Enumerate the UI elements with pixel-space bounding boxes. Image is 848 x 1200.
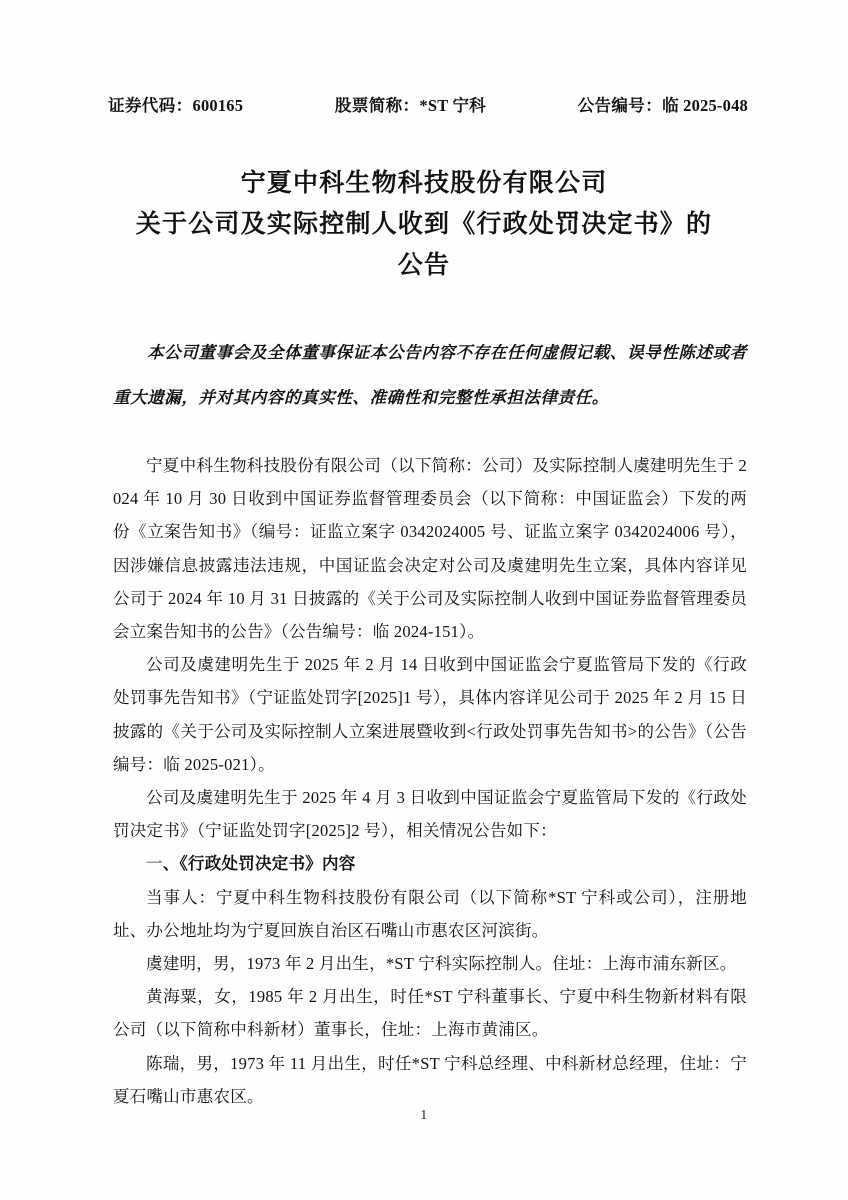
paragraph-prior-notice: 公司及虞建明先生于 2025 年 2 月 14 日收到中国证监会宁夏监管局下发的《行政处罚事先告知书》（宁证监处罚字[2025]1 号），具体内容详见公司于 2025 年 2 月 15 日披露的《关于公司及实际控制人立案进展暨收到<行政处罚事先告知书>的公告》（公告编号：临 2025-021）。	[113, 655, 747, 774]
security-code-value: 600165	[192, 96, 244, 115]
section-heading-text: 《行政处罚决定书》内容	[179, 854, 356, 874]
page-title	[124, 163, 724, 286]
stock-abbreviation-value: *ST 宁科	[419, 96, 486, 115]
party-company: 当事人：宁夏中科生物科技股份有限公司（以下简称*ST 宁科或公司），注册地址、办公地址均为宁夏回族自治区石嘴山市惠农区河滨街。	[113, 887, 747, 940]
security-code	[108, 92, 243, 116]
board-disclaimer: 本公司董事会及全体董事保证本公告内容不存在任何虚假记载、误导性陈述或者重大遗漏，并对其内容的真实性、准确性和完整性承担法律责任。	[113, 343, 747, 407]
announcement-number-value: 临 2025-048	[662, 96, 748, 115]
title-line-type: 公告	[397, 252, 451, 279]
document-body	[113, 449, 747, 1113]
page-number: 1	[420, 1108, 428, 1123]
announcement-number	[578, 92, 748, 116]
party-huang-haisu: 黄海粟，女，1985 年 2 月出生，时任*ST 宁科董事长、宁夏中科生物新材料有限公司（以下简称中科新材）董事长，住址：上海市黄浦区。	[113, 987, 747, 1040]
party-chen-rui: 陈瑞，男，1973 年 11 月出生，时任*ST 宁科总经理、中科新材总经理，住址：宁夏石嘴山市惠农区。	[113, 1053, 747, 1106]
section-heading-separator: 、	[162, 854, 180, 874]
stock-abbreviation-label: 股票简称：	[334, 96, 420, 115]
title-line-subject: 关于公司及实际控制人收到《行政处罚决定书》的	[135, 211, 713, 238]
section-heading-decision-content	[113, 847, 747, 880]
stock-abbreviation	[335, 92, 486, 116]
announcement-number-label: 公告编号：	[577, 96, 663, 115]
paragraph-decision-received: 公司及虞建明先生于 2025 年 4 月 3 日收到中国证监会宁夏监管局下发的《行政处罚决定书》（宁证监处罚字[2025]2 号），相关情况公告如下：	[113, 788, 747, 841]
section-heading-number: 一	[146, 854, 163, 874]
paragraph-case-filing: 宁夏中科生物科技股份有限公司（以下简称：公司）及实际控制人虞建明先生于 2024 年 10 月 30 日收到中国证券监督管理委员会（以下简称：中国证监会）下发的两份《立案告知书》（编号：证监立案字 0342024005 号、证监立案字 0342024006 号），因涉嫌信息披露违法违规，中国证监会决定对公司及虞建明先生立案，具体内容详见公司于 2024 年 10 月 31 日披露的《关于公司及实际控制人收到中国证券监督管理委员会立案告知书的公告》（公告编号：临 2024-151）。	[113, 456, 748, 642]
title-line-company: 宁夏中科生物科技股份有限公司	[240, 170, 608, 197]
party-yu-jianming: 虞建明，男，1973 年 2 月出生，*ST 宁科实际控制人。住址：上海市浦东新区。	[146, 954, 737, 974]
document-header	[108, 92, 748, 116]
security-code-label: 证券代码：	[108, 96, 193, 115]
